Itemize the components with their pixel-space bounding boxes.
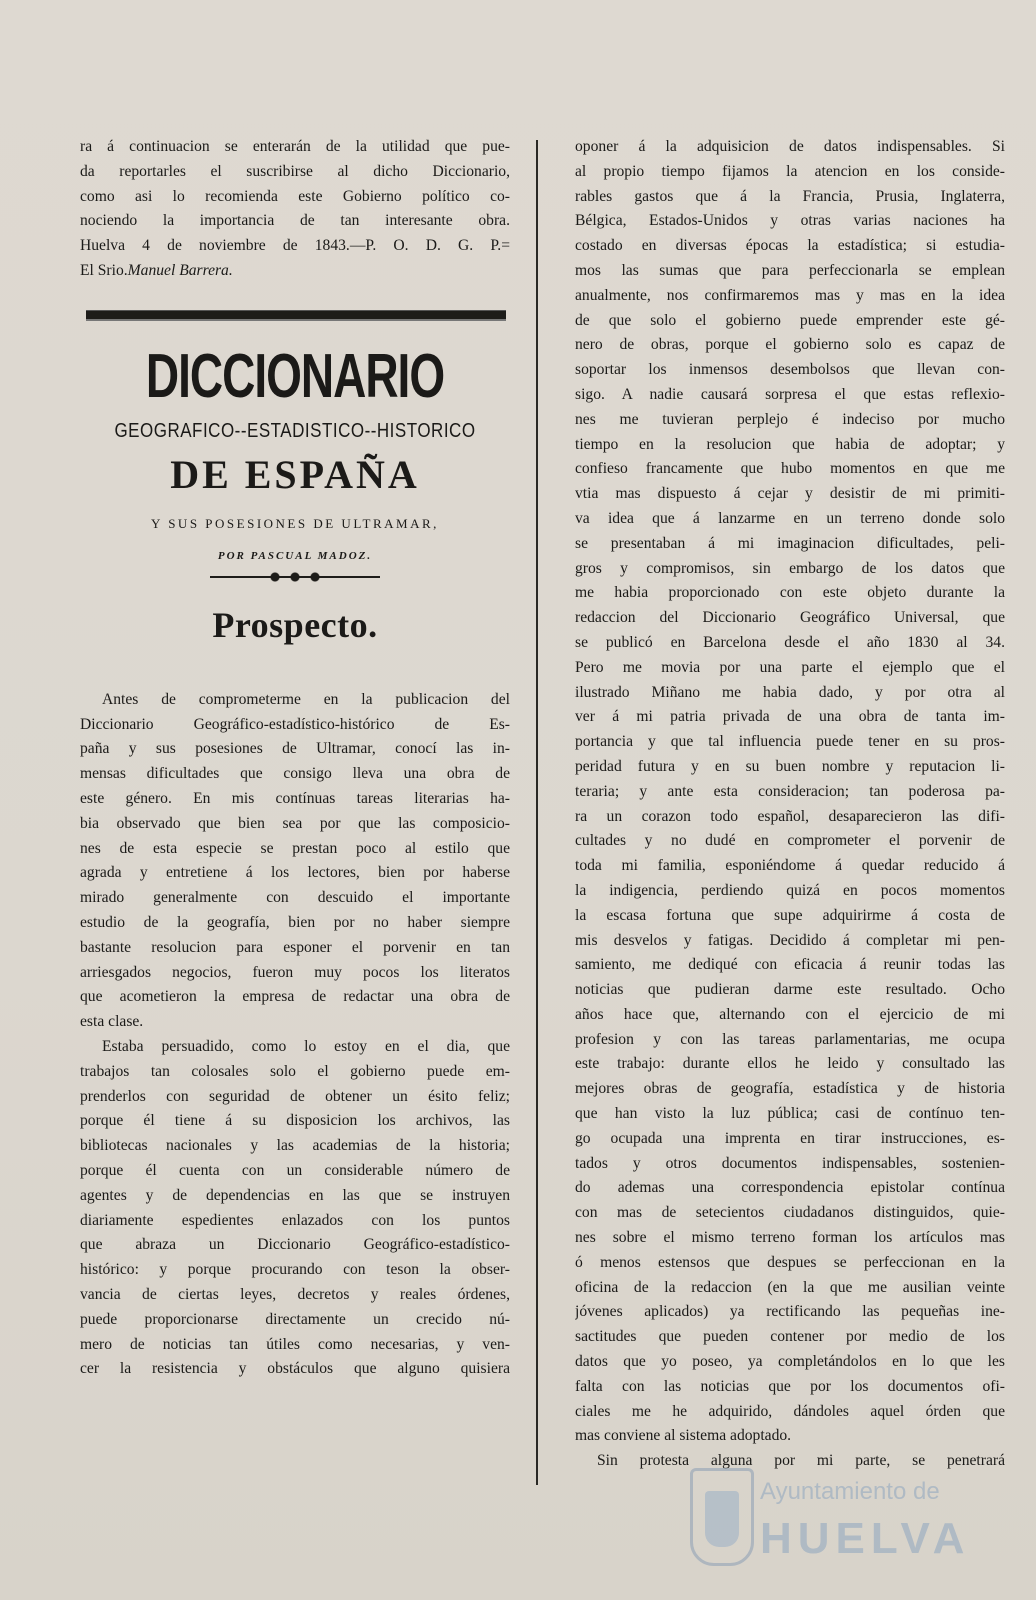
text-line: con mas de setecientos ciudadanos distinguidos, quie- xyxy=(575,1204,1005,1222)
text-line: portancia y que tal influencia puede tener en su pros- xyxy=(575,733,1005,751)
text-line: mas conviene al sistema adoptado. xyxy=(575,1427,792,1445)
text-line: puede proporcionarse directamente un crecido nú- xyxy=(80,1310,510,1328)
text-line: toda mi familia, esponiéndome á quedar reducido á xyxy=(575,857,1005,875)
text-line: ver á mi patria privada de una obra de tanta im- xyxy=(575,708,1005,726)
text-line: samiento, me dediqué con eficacia á reunir todas las xyxy=(575,956,1005,974)
text-line: nes de esta especie se prestan poco al estilo que xyxy=(80,839,510,857)
text-line: ó menos estensos que despues se perfeccionan en la xyxy=(575,1253,1005,1271)
text-line: oficina de la redaccion (en la que me ausilian veinte xyxy=(575,1278,1005,1296)
text-line: costado en diversas épocas la estadística; si estudia- xyxy=(575,237,1005,255)
text-line: datos que yo poseo, ya completándolos en lo que les xyxy=(575,1353,1005,1371)
text-line: ilustrado Miñano me habia dado, y por otra al xyxy=(575,683,1005,701)
text-line: estudio de la geografía, bien por no haber siempre xyxy=(80,913,510,931)
text-line: falta con las noticias que por los documentos ofi- xyxy=(575,1377,1005,1395)
text-line: diariamente espedientes enlazados con los puntos xyxy=(80,1211,510,1229)
text-line: se publicó en Barcelona desde el año 1830 al 34. xyxy=(575,633,1005,651)
text-line: arriesgados negocios, fueron muy pocos los literatos xyxy=(80,963,510,981)
text-line: vancia de ciertas leyes, decretos y reales órdenes, xyxy=(80,1285,510,1303)
text-line: Bélgica, Estados-Unidos y otras varias naciones ha xyxy=(575,212,1005,230)
text-line: porque él tiene á su disposicion los archivos, las xyxy=(80,1112,510,1130)
text-line: confieso francamente que hubo momentos en que me xyxy=(575,460,1005,478)
text-line: nociendo la importancia de tan interesante obra. xyxy=(80,212,510,230)
text-line: nes me tuvieran perplejo é indeciso por mucho xyxy=(575,410,1005,428)
text-line: que han visto la luz pública; casi de contínuo ten- xyxy=(575,1105,1005,1123)
text-line: gros y compromisos, sin embargo de los datos que xyxy=(575,559,1005,577)
header-rule xyxy=(86,310,506,321)
masthead-author: POR PASCUAL MADOZ. xyxy=(217,549,373,562)
text-line: este género. En mis contínuas tareas literarias ha- xyxy=(80,789,510,807)
text-line: bibliotecas nacionales y las academias de la historia; xyxy=(80,1137,510,1155)
text-line: sigo. A nadie causará sorpresa el que estas reflexio- xyxy=(575,385,1005,403)
watermark-line1: Ayuntamiento de xyxy=(760,1478,940,1505)
text-line: Diccionario Geográfico-estadístico-histórico de Es- xyxy=(80,715,510,733)
text-line: porque él cuenta con un considerable número de xyxy=(80,1161,510,1179)
ornament-divider xyxy=(210,572,380,582)
archive-watermark xyxy=(690,1466,1020,1586)
column-divider xyxy=(536,140,538,1485)
text-line: nes sobre el mismo terreno forman los artículos mas xyxy=(575,1229,1005,1247)
text-line: esta clase. xyxy=(80,1013,144,1031)
text-line: este trabajo: durante ellos he leido y consultado las xyxy=(575,1055,1005,1073)
text-line: mejores obras de geografía, estadística y de historia xyxy=(575,1080,1005,1098)
text-line: Antes de comprometerme en la publicacion del xyxy=(102,690,510,708)
text-line: ra á continuacion se enterarán de la utilidad que pue- xyxy=(80,138,510,155)
text-line: Estaba persuadido, como lo estoy en el dia, que xyxy=(102,1037,510,1055)
signature-prefix: El Srio. xyxy=(80,261,128,279)
prospectus-body-right xyxy=(575,135,1005,1474)
text-line: mis desvelos y fatigas. Decidido á completar mi pen- xyxy=(575,931,1005,949)
text-line: que acometieron la empresa de redactar una obra de xyxy=(80,988,510,1006)
text-line: Sin protesta alguna por mi parte, se penetrará xyxy=(597,1452,1005,1470)
text-line: trabajos tan colosales solo el gobierno puede em- xyxy=(80,1062,510,1080)
text-line: tiempo en la resolucion que habia de adoptar; y xyxy=(575,435,1005,453)
text-line: soportar los inmensos desembolsos que llevan con- xyxy=(575,361,1005,379)
text-line: sactitudes que pueden contener por medio de los xyxy=(575,1328,1005,1346)
text-line: rables gastos que á la Francia, Prusia, Inglaterra, xyxy=(575,187,1005,205)
notice-paragraph xyxy=(80,135,510,284)
left-column xyxy=(80,135,510,1382)
text-line: vtia mas dispuesto á cejar y desistir de mi primiti- xyxy=(575,485,1005,503)
text-line: que abraza un Diccionario Geográfico-estadístico- xyxy=(80,1236,510,1254)
text-line: Huelva 4 de noviembre de 1843.—P. O. D. G. P.= xyxy=(80,237,510,255)
text-line: peridad futura y en su buen nombre y reputacion li- xyxy=(575,757,1005,775)
text-line: agentes y de dependencias en las que se instruyen xyxy=(80,1186,510,1204)
text-line: la escasa fortuna que supe adquirirme á costa de xyxy=(575,906,1005,924)
text-line: la indigencia, perdiendo quizá en pocos momentos xyxy=(575,881,1005,899)
text-line: va idea que á lanzarme en un terreno donde solo xyxy=(575,509,1005,527)
text-line: profesion y con las tareas parlamentarias, me ocupa xyxy=(575,1030,1005,1048)
text-line: prenderlos con seguridad de obtener un ésito feliz; xyxy=(80,1087,510,1105)
text-line: bastante resolucion para esponer el porvenir en tan xyxy=(80,938,510,956)
masthead-title: DICCIONARIO xyxy=(145,340,445,411)
text-line: bia observado que bien sea por que las composicio- xyxy=(80,814,510,832)
text-line: Pero me movia por una parte el ejemplo que el xyxy=(575,658,1005,676)
shield-icon xyxy=(690,1468,754,1566)
right-column xyxy=(575,135,1005,1474)
text-line: mirado generalmente con descuido el importante xyxy=(80,889,510,907)
signature-name: Manuel Barrera. xyxy=(127,261,233,279)
text-line: mos las sumas que para perfeccionarla se emplean xyxy=(575,261,1005,279)
text-line: me habia proporcionado con este objeto durante la xyxy=(575,584,1005,602)
prospectus-body-left xyxy=(80,688,510,1382)
text-line: se presentaban á mi imaginacion dificultades, peli- xyxy=(575,534,1005,552)
section-heading: Prospecto. xyxy=(212,604,378,645)
text-line: nero de obras, porque el gobierno solo es capaz de xyxy=(575,336,1005,354)
text-line: noticias que pudieran darme este resultado. Ocho xyxy=(575,981,1005,999)
text-line: al propio tiempo fijamos la atencion en los conside- xyxy=(575,162,1005,180)
text-line: paña y sus posesiones de Ultramar, conocí las in- xyxy=(80,740,510,758)
masthead-country: DE ESPAÑA xyxy=(170,451,420,497)
text-line: ciales me he adquirido, dándoles aquel órden que xyxy=(575,1402,1005,1420)
text-line: mensas dificultades que consigo lleva una obra de xyxy=(80,765,510,783)
text-line: go ocupada una imprenta en tirar instrucciones, es- xyxy=(575,1129,1005,1147)
text-line: oponer á la adquisicion de datos indispensables. Si xyxy=(575,138,1005,155)
signature-line xyxy=(80,259,510,284)
text-line: ra un corazon todo español, desaparecieron las difi- xyxy=(575,807,1005,825)
watermark-line2: HUELVA xyxy=(760,1514,971,1563)
text-line: agrada y entretiene á los lectores, bien por haberse xyxy=(80,864,510,882)
text-line: cer la resistencia y obstáculos que alguno quisiera xyxy=(80,1360,510,1378)
masthead-possessions: Y SUS POSESIONES DE ULTRAMAR, xyxy=(151,515,439,531)
text-line: jóvenes aplicados) ya rectificando las pequeñas ine- xyxy=(575,1303,1005,1321)
text-line: teraria; y ante esta consideracion; tan poderosa pa- xyxy=(575,782,1005,800)
text-line: mero de noticias tan útiles como necesarias, y ven- xyxy=(80,1335,510,1353)
text-line: como asi lo recomienda este Gobierno político co- xyxy=(80,187,510,205)
text-line: redaccion del Diccionario Geográfico Universal, que xyxy=(575,609,1005,627)
text-line: tados y otros documentos indispensables, sostenien- xyxy=(575,1154,1005,1172)
text-line: anualmente, nos confirmaremos mas y mas en la idea xyxy=(575,286,1005,304)
text-line: años hace que, alternando con el ejercicio de mi xyxy=(575,1005,1005,1023)
text-line: cultades y no dudé en comprometer el porvenir de xyxy=(575,832,1005,850)
masthead xyxy=(80,339,510,646)
text-line: histórico: y porque procurando con teson la obser- xyxy=(80,1261,510,1279)
masthead-subtitle: GEOGRAFICO--ESTADISTICO--HISTORICO xyxy=(114,418,476,442)
text-line: de que solo el gobierno puede emprender este gé- xyxy=(575,311,1005,329)
text-line: do ademas una correspondencia epistolar contínua xyxy=(575,1179,1005,1197)
text-line: da reportarles el suscribirse al dicho Diccionario, xyxy=(80,162,510,180)
